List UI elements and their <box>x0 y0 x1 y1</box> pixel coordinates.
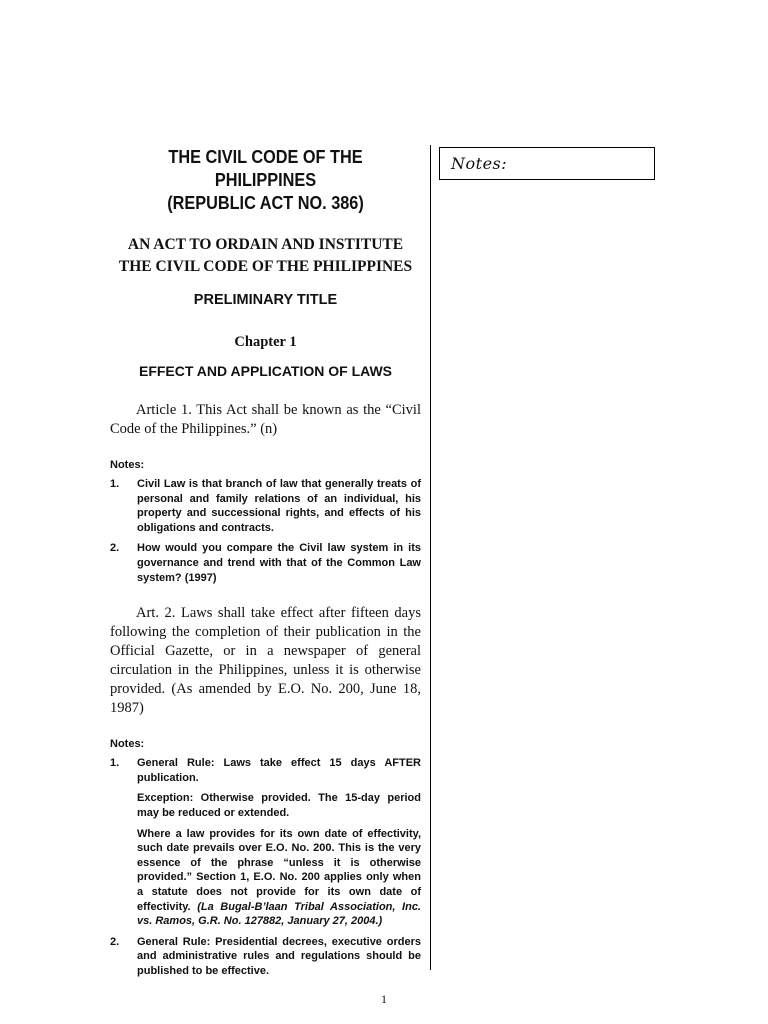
article-1: Article 1. This Act shall be known as the “Civil Code of the Philippines.” (n) <box>110 402 421 437</box>
note-number: 1. <box>110 478 120 490</box>
case-citation: (La Bugal-B’laan Tribal Association, Inc. vs. Ramos, G.R. No. 127882, January 27, 2004.) <box>137 900 421 928</box>
preliminary-title: PRELIMINARY TITLE <box>193 292 338 308</box>
title-line-2: (REPUBLIC ACT NO. 386) <box>167 192 364 213</box>
notes-box-label: Notes: <box>451 154 508 173</box>
document-subtitle <box>110 234 421 278</box>
note-number: 1. <box>110 757 120 770</box>
subtitle-line-2: THE CIVIL CODE OF THE PHILIPPINES <box>118 258 413 275</box>
notes-section-1 <box>110 459 421 585</box>
note-text: General Rule: Laws take effect 15 days AFTER publication. <box>137 757 421 784</box>
column-divider <box>430 145 431 970</box>
notes-section-2 <box>110 738 421 978</box>
note-number: 2. <box>110 542 120 555</box>
main-column <box>110 145 421 978</box>
notes-label: Notes: <box>110 738 145 751</box>
note-text: General Rule: Presidential decrees, executive orders and administrative rules and regulations should be published to be effective. <box>137 935 421 977</box>
note-item <box>110 756 421 785</box>
note-text: How would you compare the Civil law system in its governance and trend with that of the Common Law system? (1997) <box>137 542 421 584</box>
chapter-label: Chapter 1 <box>234 334 297 350</box>
note-text: Civil Law is that branch of law that generally treats of personal and family relations of an individual, his property and successional rights, and effects of his obligations and contracts. <box>137 478 421 534</box>
page-number: 1 <box>381 992 387 1006</box>
note-paragraph-text: Where a law provides for its own date of effectivity, such date prevails over E.O. No. 200. This is the very essence of the phrase “unless it is otherwise provided.” Section 1, E.O. No. 200 applies only when a statute does not provide for its own date of effectivity. <box>137 827 421 913</box>
article-2: Art. 2. Laws shall take effect after fifteen days following the completion of their publication in the Official Gazette, or in a newspaper of general circulation in the Philippines, unless it is otherwise provided. (As amended by E.O. No. 200, June 18, 1987) <box>110 605 421 717</box>
title-line-1: THE CIVIL CODE OF THE PHILIPPINES <box>168 146 363 190</box>
note-item <box>110 935 421 979</box>
note-item <box>110 541 421 585</box>
note-item <box>110 477 421 535</box>
notes-box <box>439 147 655 180</box>
note-paragraph <box>137 827 421 929</box>
chapter-title: EFFECT AND APPLICATION OF LAWS <box>138 363 393 379</box>
notes-label: Notes: <box>110 459 145 471</box>
subtitle-line-1: AN ACT TO ORDAIN AND INSTITUTE <box>127 236 404 253</box>
note-exception: Exception: Otherwise provided. The 15-day period may be reduced or extended. <box>137 792 421 819</box>
document-title <box>129 145 403 214</box>
note-number: 2. <box>110 935 120 948</box>
